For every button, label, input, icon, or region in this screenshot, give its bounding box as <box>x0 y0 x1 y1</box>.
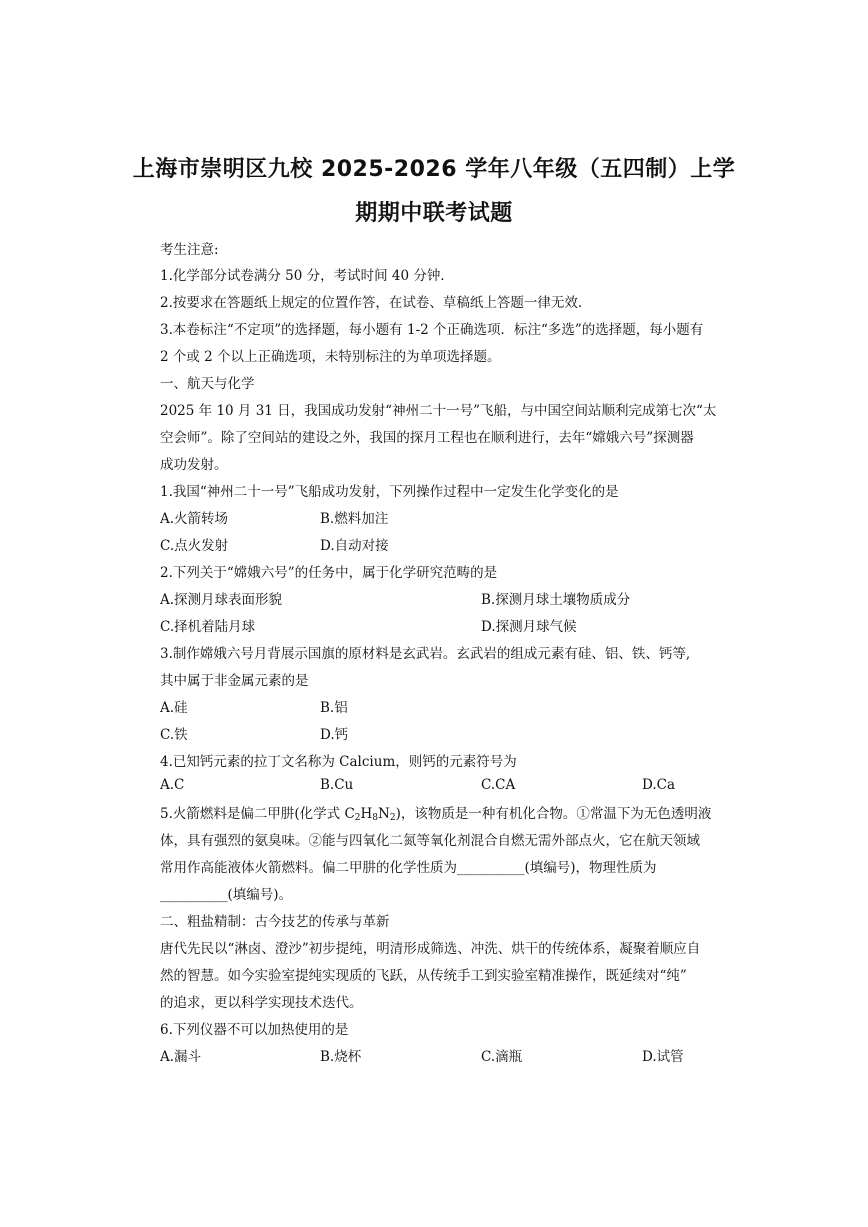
question-1-stem: 1.我国“神州二十一号”飞船成功发射，下列操作过程中一定发生化学变化的是 <box>160 484 619 500</box>
page-title-line-1: 上海市崇明区九校 2025-2026 学年八年级（五四制）上学 <box>132 157 736 182</box>
question-4-option-d: D.Ca <box>642 777 676 793</box>
question-6-option-a: A.漏斗 <box>160 1049 202 1065</box>
question-3-option-a: A.硅 <box>160 700 188 716</box>
question-1-option-d: D.自动对接 <box>320 538 389 554</box>
question-1-option-a: A.火箭转场 <box>160 511 229 527</box>
formula-subscript: 2 <box>389 813 396 823</box>
notice-item-3-cont: 2 个或 2 个以上正确选项，未特别标注的为单项选择题。 <box>160 349 501 365</box>
section-1-intro-2: 空会师”。除了空间站的建设之外，我国的探月工程也在顺利进行，去年“嫦娥六号”探测器 <box>160 430 694 446</box>
question-2-option-a: A.探测月球表面形貌 <box>160 592 283 608</box>
question-2-option-b: B.探测月球土壤物质成分 <box>481 592 631 608</box>
question-4-stem: 4.已知钙元素的拉丁文名称为 Calcium，则钙的元素符号为 <box>160 754 517 770</box>
question-3-stem: 3.制作嫦娥六号月背展示国旗的原材料是玄武岩。玄武岩的组成元素有硅、铝、铁、钙等, <box>160 646 691 662</box>
question-5-stem-part: 5.火箭燃料是偏二甲肼(化学式 C <box>160 806 355 822</box>
section-1-intro-3: 成功发射。 <box>160 457 228 473</box>
question-2-option-d: D.探测月球气候 <box>481 619 577 635</box>
section-2-intro-1: 唐代先民以“淋卤、澄沙”初步提纯，明清形成筛选、冲洗、烘干的传统体系，凝聚着顺应自 <box>160 941 701 957</box>
question-3-option-b: B.铝 <box>320 700 348 716</box>
question-6-stem: 6.下列仪器不可以加热使用的是 <box>160 1022 349 1038</box>
notice-heading: 考生注意: <box>160 242 219 258</box>
question-1-option-c: C.点火发射 <box>160 538 229 554</box>
section-2-heading: 二、粗盐精制：古今技艺的传承与革新 <box>160 914 390 930</box>
formula-subscript: 8 <box>372 813 379 823</box>
section-1-heading: 一、航天与化学 <box>160 376 255 392</box>
formula-element: N <box>378 806 390 822</box>
section-1-intro-1: 2025 年 10 月 31 日，我国成功发射“神州二十一号”飞船，与中国空间站顺利完成第七次“太 <box>160 403 717 419</box>
question-5-stem-part: )，该物质是一种有机化合物。①常温下为无色透明液 <box>395 806 712 822</box>
notice-item-3: 3.本卷标注“不定项”的选择题，每小题有 1-2 个正确选项．标注“多选”的选择题，每小题有 <box>160 322 704 338</box>
question-4-option-a: A.C <box>160 777 185 793</box>
page-title-line-2: 期期中联考试题 <box>355 201 513 226</box>
question-6-option-d: D.试管 <box>642 1049 684 1065</box>
section-2-intro-3: 的追求，更以科学实现技术迭代。 <box>160 995 363 1011</box>
notice-item-1: 1.化学部分试卷满分 50 分，考试时间 40 分钟． <box>160 268 454 284</box>
question-3-option-d: D.钙 <box>320 727 349 743</box>
question-4-option-c: C.CA <box>481 777 516 793</box>
question-2-option-c: C.择机着陆月球 <box>160 619 256 635</box>
question-6-option-c: C.滴瓶 <box>481 1049 523 1065</box>
question-4-option-b: B.Cu <box>320 777 354 793</box>
question-5-stem-line-2: 体，具有强烈的氨臭味。②能与四氧化二氮等氧化剂混合自燃无需外部点火，它在航天领域 <box>160 833 700 849</box>
question-5-stem-line-3: 常用作高能液体火箭燃料。偏二甲肼的化学性质为__________(填编号)，物理性质为 <box>160 860 657 876</box>
formula-subscript: 2 <box>354 813 361 823</box>
section-2-intro-2: 然的智慧。如今实验室提纯实现质的飞跃，从传统手工到实验室精准操作，既延续对“纯” <box>160 968 687 984</box>
notice-item-2: 2.按要求在答题纸上规定的位置作答，在试卷、草稿纸上答题一律无效． <box>160 295 592 311</box>
question-3-stem-cont: 其中属于非金属元素的是 <box>160 673 309 689</box>
formula-element: H <box>360 806 373 822</box>
question-2-stem: 2.下列关于“嫦娥六号”的任务中，属于化学研究范畴的是 <box>160 565 498 581</box>
question-5-stem <box>160 802 711 823</box>
question-3-option-c: C.铁 <box>160 727 188 743</box>
question-5-stem-line-4: __________(填编号)。 <box>160 887 293 903</box>
question-6-option-b: B.烧杯 <box>320 1049 362 1065</box>
question-1-option-b: B.燃料加注 <box>320 511 389 527</box>
